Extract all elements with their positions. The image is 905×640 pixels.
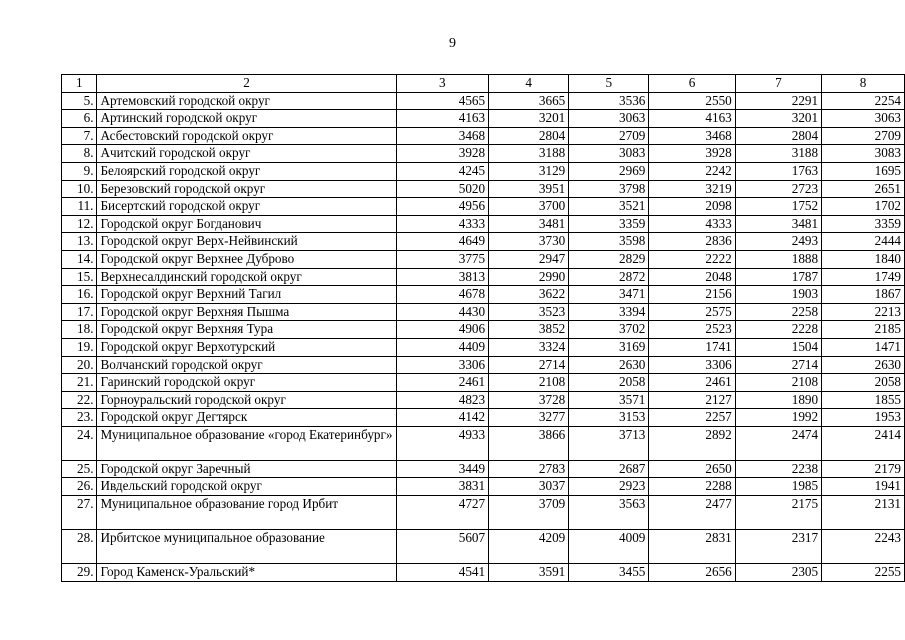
value-cell-col-6: 2477 [649,496,735,530]
value-cell-col-6: 3219 [649,180,735,198]
value-cell-col-4: 2804 [489,127,569,145]
municipality-name-cell: Муниципальное образование «город Екатеринбург» [97,426,396,460]
municipality-name-cell: Муниципальное образование город Ирбит [97,496,396,530]
page-number: 9 [449,36,456,51]
municipality-name-cell: Ачитский городской округ [97,145,396,163]
value-cell-col-4: 3037 [489,478,569,496]
municipality-name-cell: Городской округ Верхотурский [97,338,396,356]
value-cell-col-8: 2414 [822,426,905,460]
header-cell: 1 [62,75,97,93]
municipality-name-cell: Асбестовский городской округ [97,127,396,145]
value-cell-col-8: 1867 [822,286,905,304]
value-cell-col-4: 3700 [489,198,569,216]
value-cell-col-6: 2257 [649,409,735,427]
table-row [62,92,905,110]
value-cell-col-5: 2923 [569,478,649,496]
value-cell-col-7: 2228 [735,321,821,339]
municipality-name-cell: Городской округ Верхнее Дуброво [97,250,396,268]
value-cell-col-3: 3306 [396,356,489,374]
value-cell-col-5: 2630 [569,356,649,374]
value-cell-col-7: 1890 [735,391,821,409]
table-row [62,391,905,409]
table-row [62,564,905,582]
value-cell-col-6: 2550 [649,92,735,110]
header-cell: 8 [822,75,905,93]
value-cell-col-6: 4163 [649,110,735,128]
municipality-name-cell: Верхнесалдинский городской округ [97,268,396,286]
value-cell-col-7: 2258 [735,303,821,321]
row-number-cell: 19. [62,338,97,356]
value-cell-col-8: 2058 [822,374,905,392]
value-cell-col-8: 1471 [822,338,905,356]
header-cell: 6 [649,75,735,93]
table-row [62,198,905,216]
value-cell-col-4: 3728 [489,391,569,409]
value-cell-col-4: 3591 [489,564,569,582]
value-cell-col-7: 2474 [735,426,821,460]
data-table [61,74,905,582]
row-number-cell: 12. [62,215,97,233]
value-cell-col-4: 2108 [489,374,569,392]
value-cell-col-4: 3951 [489,180,569,198]
value-cell-col-8: 1702 [822,198,905,216]
value-cell-col-8: 3359 [822,215,905,233]
value-cell-col-3: 4823 [396,391,489,409]
table-row [62,338,905,356]
value-cell-col-3: 4727 [396,496,489,530]
value-cell-col-4: 3665 [489,92,569,110]
value-cell-col-8: 2179 [822,460,905,478]
value-cell-col-6: 2575 [649,303,735,321]
value-cell-col-5: 2829 [569,250,649,268]
municipality-name-cell: Городской округ Верх-Нейвинский [97,233,396,251]
value-cell-col-5: 3169 [569,338,649,356]
table-row [62,496,905,530]
value-cell-col-3: 4906 [396,321,489,339]
value-cell-col-7: 1763 [735,162,821,180]
municipality-name-cell: Артемовский городской округ [97,92,396,110]
value-cell-col-4: 3201 [489,110,569,128]
municipality-name-cell: Ивдельский городской округ [97,478,396,496]
table-row [62,215,905,233]
value-cell-col-7: 2305 [735,564,821,582]
municipality-name-cell: Горноуральский городской округ [97,391,396,409]
value-cell-col-7: 1903 [735,286,821,304]
value-cell-col-7: 2723 [735,180,821,198]
table-row [62,321,905,339]
value-cell-col-8: 2254 [822,92,905,110]
value-cell-col-7: 1787 [735,268,821,286]
value-cell-col-4: 3852 [489,321,569,339]
value-cell-col-6: 1741 [649,338,735,356]
value-cell-col-5: 3536 [569,92,649,110]
header-cell: 3 [396,75,489,93]
value-cell-col-8: 2213 [822,303,905,321]
value-cell-col-5: 4009 [569,530,649,564]
municipality-name-cell: Городской округ Верхняя Тура [97,321,396,339]
municipality-name-cell: Городской округ Заречный [97,460,396,478]
value-cell-col-7: 2804 [735,127,821,145]
value-cell-col-5: 3471 [569,286,649,304]
value-cell-col-3: 4245 [396,162,489,180]
header-cell: 2 [97,75,396,93]
value-cell-col-8: 1840 [822,250,905,268]
value-cell-col-3: 4142 [396,409,489,427]
value-cell-col-4: 3709 [489,496,569,530]
value-cell-col-6: 2242 [649,162,735,180]
table-row [62,409,905,427]
value-cell-col-3: 4333 [396,215,489,233]
value-cell-col-7: 1888 [735,250,821,268]
value-cell-col-6: 3306 [649,356,735,374]
table-row [62,374,905,392]
value-cell-col-6: 3928 [649,145,735,163]
value-cell-col-8: 1953 [822,409,905,427]
municipality-name-cell: Артинский городской округ [97,110,396,128]
municipality-name-cell: Городской округ Верхний Тагил [97,286,396,304]
row-number-cell: 10. [62,180,97,198]
header-cell: 4 [489,75,569,93]
value-cell-col-7: 2714 [735,356,821,374]
row-number-cell: 16. [62,286,97,304]
value-cell-col-3: 4430 [396,303,489,321]
value-cell-col-7: 2317 [735,530,821,564]
row-number-cell: 22. [62,391,97,409]
value-cell-col-5: 2058 [569,374,649,392]
value-cell-col-5: 3598 [569,233,649,251]
row-number-cell: 26. [62,478,97,496]
value-cell-col-5: 3571 [569,391,649,409]
table-row [62,110,905,128]
value-cell-col-7: 2493 [735,233,821,251]
value-cell-col-3: 4163 [396,110,489,128]
municipality-name-cell: Городской округ Дегтярск [97,409,396,427]
header-cell: 7 [735,75,821,93]
value-cell-col-7: 3188 [735,145,821,163]
value-cell-col-8: 2255 [822,564,905,582]
value-cell-col-4: 2990 [489,268,569,286]
value-cell-col-4: 3324 [489,338,569,356]
value-cell-col-7: 3201 [735,110,821,128]
value-cell-col-4: 3481 [489,215,569,233]
municipality-name-cell: Городской округ Верхняя Пышма [97,303,396,321]
municipality-name-cell: Город Каменск-Уральский* [97,564,396,582]
municipality-name-cell: Ирбитское муниципальное образование [97,530,396,564]
value-cell-col-6: 4333 [649,215,735,233]
value-cell-col-5: 2872 [569,268,649,286]
value-cell-col-5: 3563 [569,496,649,530]
row-number-cell: 8. [62,145,97,163]
value-cell-col-7: 1992 [735,409,821,427]
table-row [62,356,905,374]
value-cell-col-7: 1504 [735,338,821,356]
value-cell-col-3: 3831 [396,478,489,496]
value-cell-col-3: 3449 [396,460,489,478]
row-number-cell: 29. [62,564,97,582]
table-body [62,75,905,582]
value-cell-col-3: 4649 [396,233,489,251]
row-number-cell: 23. [62,409,97,427]
value-cell-col-8: 2651 [822,180,905,198]
row-number-cell: 17. [62,303,97,321]
table-row [62,145,905,163]
row-number-cell: 20. [62,356,97,374]
value-cell-col-5: 2687 [569,460,649,478]
row-number-cell: 15. [62,268,97,286]
value-cell-col-6: 2156 [649,286,735,304]
value-cell-col-8: 3083 [822,145,905,163]
value-cell-col-6: 2650 [649,460,735,478]
value-cell-col-3: 3928 [396,145,489,163]
table-row [62,180,905,198]
table-row [62,426,905,460]
value-cell-col-6: 2098 [649,198,735,216]
value-cell-col-4: 3129 [489,162,569,180]
value-cell-col-6: 2127 [649,391,735,409]
municipality-name-cell: Волчанский городской округ [97,356,396,374]
value-cell-col-3: 4933 [396,426,489,460]
value-cell-col-8: 1695 [822,162,905,180]
value-cell-col-7: 2291 [735,92,821,110]
value-cell-col-8: 2709 [822,127,905,145]
value-cell-col-3: 4956 [396,198,489,216]
value-cell-col-3: 5607 [396,530,489,564]
value-cell-col-4: 3523 [489,303,569,321]
municipality-name-cell: Березовский городской округ [97,180,396,198]
table-row [62,530,905,564]
value-cell-col-6: 2048 [649,268,735,286]
value-cell-col-5: 3359 [569,215,649,233]
value-cell-col-8: 2243 [822,530,905,564]
value-cell-col-6: 2461 [649,374,735,392]
value-cell-col-4: 2783 [489,460,569,478]
table-row [62,127,905,145]
value-cell-col-4: 2947 [489,250,569,268]
value-cell-col-5: 3455 [569,564,649,582]
value-cell-col-3: 4678 [396,286,489,304]
table-row [62,250,905,268]
value-cell-col-5: 2709 [569,127,649,145]
value-cell-col-5: 3713 [569,426,649,460]
row-number-cell: 6. [62,110,97,128]
value-cell-col-3: 5020 [396,180,489,198]
table-row [62,233,905,251]
row-number-cell: 13. [62,233,97,251]
value-cell-col-8: 2444 [822,233,905,251]
header-cell: 5 [569,75,649,93]
row-number-cell: 9. [62,162,97,180]
value-cell-col-6: 2523 [649,321,735,339]
value-cell-col-8: 2131 [822,496,905,530]
value-cell-col-3: 4541 [396,564,489,582]
value-cell-col-6: 3468 [649,127,735,145]
value-cell-col-7: 2238 [735,460,821,478]
value-cell-col-3: 3468 [396,127,489,145]
value-cell-col-5: 2969 [569,162,649,180]
value-cell-col-4: 3188 [489,145,569,163]
municipality-name-cell: Белоярский городской округ [97,162,396,180]
value-cell-col-3: 2461 [396,374,489,392]
row-number-cell: 28. [62,530,97,564]
table-row [62,460,905,478]
value-cell-col-5: 3394 [569,303,649,321]
value-cell-col-3: 3775 [396,250,489,268]
row-number-cell: 24. [62,426,97,460]
table-row [62,286,905,304]
value-cell-col-8: 1855 [822,391,905,409]
row-number-cell: 18. [62,321,97,339]
value-cell-col-8: 1941 [822,478,905,496]
row-number-cell: 25. [62,460,97,478]
value-cell-col-4: 3866 [489,426,569,460]
value-cell-col-5: 3063 [569,110,649,128]
row-number-cell: 5. [62,92,97,110]
value-cell-col-5: 3702 [569,321,649,339]
value-cell-col-4: 4209 [489,530,569,564]
value-cell-col-6: 2222 [649,250,735,268]
table-row [62,162,905,180]
value-cell-col-7: 2108 [735,374,821,392]
table-row [62,303,905,321]
municipality-name-cell: Гаринский городской округ [97,374,396,392]
value-cell-col-3: 4565 [396,92,489,110]
value-cell-col-5: 3798 [569,180,649,198]
value-cell-col-5: 3521 [569,198,649,216]
row-number-cell: 11. [62,198,97,216]
value-cell-col-6: 2892 [649,426,735,460]
value-cell-col-8: 2185 [822,321,905,339]
value-cell-col-8: 3063 [822,110,905,128]
value-cell-col-4: 3622 [489,286,569,304]
row-number-cell: 14. [62,250,97,268]
row-number-cell: 21. [62,374,97,392]
value-cell-col-6: 2831 [649,530,735,564]
value-cell-col-5: 3153 [569,409,649,427]
value-cell-col-7: 1985 [735,478,821,496]
value-cell-col-7: 3481 [735,215,821,233]
value-cell-col-5: 3083 [569,145,649,163]
value-cell-col-4: 3730 [489,233,569,251]
value-cell-col-6: 2288 [649,478,735,496]
value-cell-col-3: 3813 [396,268,489,286]
row-number-cell: 7. [62,127,97,145]
value-cell-col-8: 2630 [822,356,905,374]
value-cell-col-7: 1752 [735,198,821,216]
value-cell-col-6: 2656 [649,564,735,582]
municipality-name-cell: Бисертский городской округ [97,198,396,216]
value-cell-col-6: 2836 [649,233,735,251]
value-cell-col-4: 3277 [489,409,569,427]
table-row [62,268,905,286]
municipality-name-cell: Городской округ Богданович [97,215,396,233]
value-cell-col-4: 2714 [489,356,569,374]
table-row [62,478,905,496]
row-number-cell: 27. [62,496,97,530]
value-cell-col-3: 4409 [396,338,489,356]
value-cell-col-7: 2175 [735,496,821,530]
table-header-row [62,75,905,93]
value-cell-col-8: 1749 [822,268,905,286]
